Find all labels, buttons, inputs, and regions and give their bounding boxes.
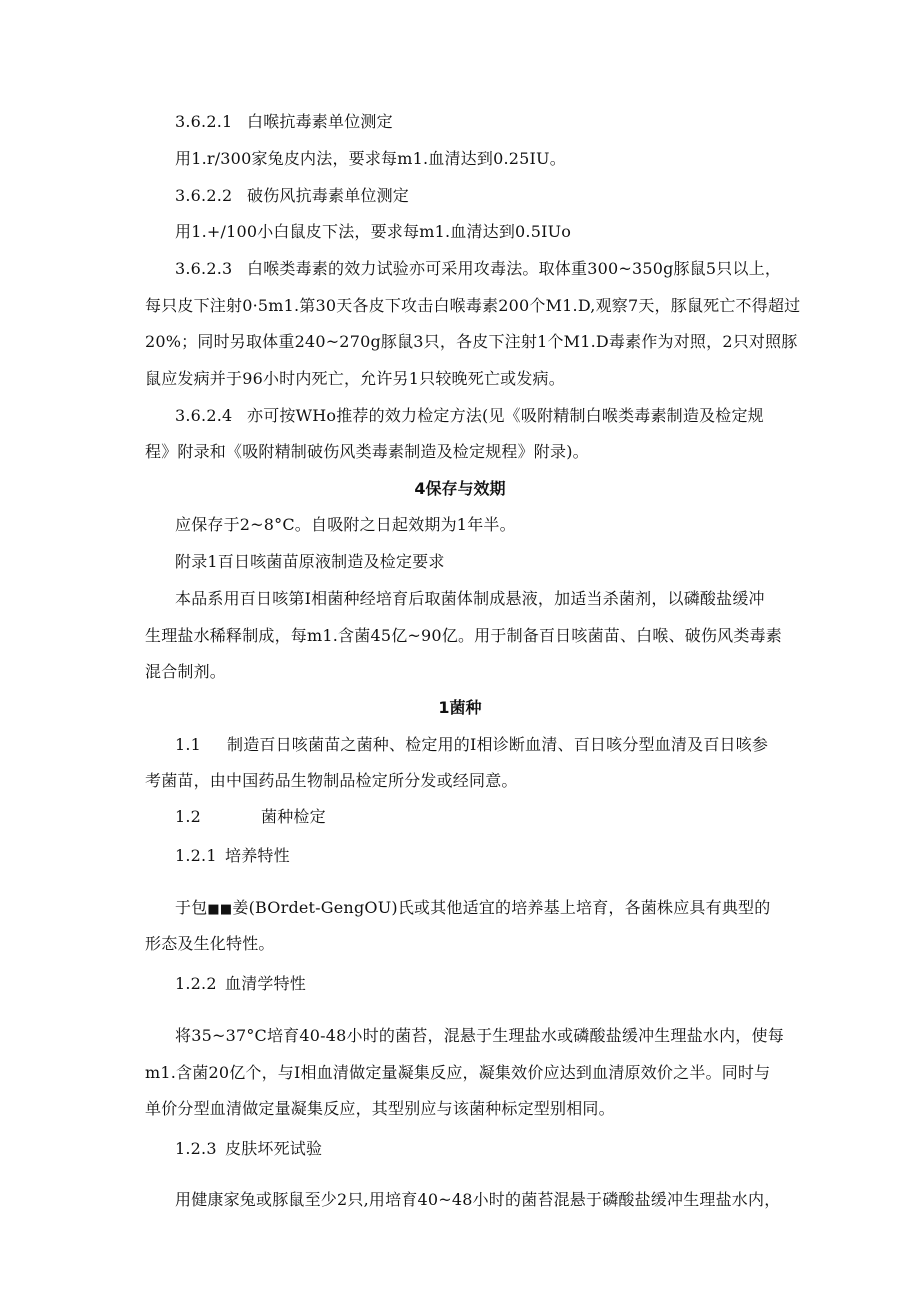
- appendix-intro-line-1: 本品系用百日咳第I相菌种经培育后取菌体制成悬液，加适当杀菌剂，以磷酸盐缓冲: [175, 589, 765, 608]
- section-1-2-2-heading: 1.2.2 血清学特性: [175, 974, 307, 993]
- appendix-intro-line-2: 生理盐水稀释制成，每m1.含菌45亿~90亿。用于制备百日咳菌苗、白喉、破伤风类毒素: [145, 626, 782, 645]
- section-1-2-1-body-line-2: 形态及生化特性。: [145, 934, 275, 953]
- appendix-intro-line-3: 混合制剂。: [145, 662, 227, 681]
- section-1-2-3-body-line-1: 用健康家兔或豚鼠至少2只,用培育40~48小时的菌苔混悬于磷酸盐缓冲生理盐水内，: [175, 1190, 781, 1209]
- section-1-2-1-heading: 1.2.1 培养特性: [175, 846, 290, 865]
- section-1-2-2-body-line-1: 将35~37°C培育40-48小时的菌苔，混悬于生理盐水或磷酸盐缓冲生理盐水内，使每: [175, 1026, 784, 1045]
- section-3-6-2-3-line-3: 20%；同时另取体重240~270g豚鼠3只，各皮下注射1个M1.D毒素作为对照，2只对照豚: [145, 332, 798, 351]
- section-3-6-2-2-body: 用1.+/100小白鼠皮下法，要求每m1.血清达到0.5IUo: [175, 222, 572, 241]
- section-3-6-2-4-line-1: 3.6.2.4 亦可按WHo推荐的效力检定方法(见《吸附精制白喉类毒素制造及检定规: [175, 406, 764, 425]
- section-3-6-2-1-body: 用1.r/300家兔皮内法，要求每m1.血清达到0.25IU。: [175, 149, 566, 168]
- section-1-1-line-2: 考菌苗，由中国药品生物制品检定所分发或经同意。: [145, 771, 518, 790]
- appendix-title: 附录1百日咳菌苗原液制造及检定要求: [175, 552, 445, 571]
- storage-text: 应保存于2~8°C。自吸附之日起效期为1年半。: [175, 515, 516, 534]
- redacted-block-icon: ■■: [207, 902, 233, 917]
- section-3-6-2-4-line-2: 程》附录和《吸附精制破伤风类毒素制造及检定规程》附录)。: [145, 442, 589, 461]
- section-1-2-2-body-line-2: m1.含菌20亿个，与I相血清做定量凝集反应，凝集效价应达到血清原效价之半。同时与: [145, 1063, 771, 1082]
- section-1-2-3-heading: 1.2.3 皮肤坏死试验: [175, 1139, 323, 1158]
- section-3-6-2-3-line-4: 鼠应发病并于96小时内死亡，允许另1只较晚死亡或发病。: [145, 369, 565, 388]
- section-3-6-2-3-line-2: 每只皮下注射0·5m1.第30天各皮下攻击白喉毒素200个M1.D,观察7天，豚鼠死亡不得超过: [145, 296, 801, 315]
- section-3-6-2-3-line-1: 3.6.2.3 白喉类毒素的效力试验亦可采用攻毒法。取体重300~350g豚鼠5只以上，: [175, 259, 782, 278]
- section-3-6-2-2-heading: 3.6.2.2 破伤风抗毒素单位测定: [175, 186, 410, 205]
- heading-storage-validity: 4保存与效期: [414, 479, 506, 498]
- heading-strain: 1菌种: [438, 698, 482, 717]
- section-1-1-line-1: 1.1 制造百日咳菌苗之菌种、检定用的I相诊断血清、百日咳分型血清及百日咳参: [175, 735, 769, 754]
- section-1-2-heading: 1.2 菌种检定: [175, 807, 326, 826]
- section-1-2-1-body-line-1: 于包■■姜(BOrdet-GengOU)氏或其他适宜的培养基上培育，各菌株应具有典型的: [175, 898, 771, 917]
- section-1-2-2-body-line-3: 单价分型血清做定量凝集反应，其型别应与该菌种标定型别相同。: [145, 1099, 615, 1118]
- section-3-6-2-1-heading: 3.6.2.1 白喉抗毒素单位测定: [175, 112, 393, 131]
